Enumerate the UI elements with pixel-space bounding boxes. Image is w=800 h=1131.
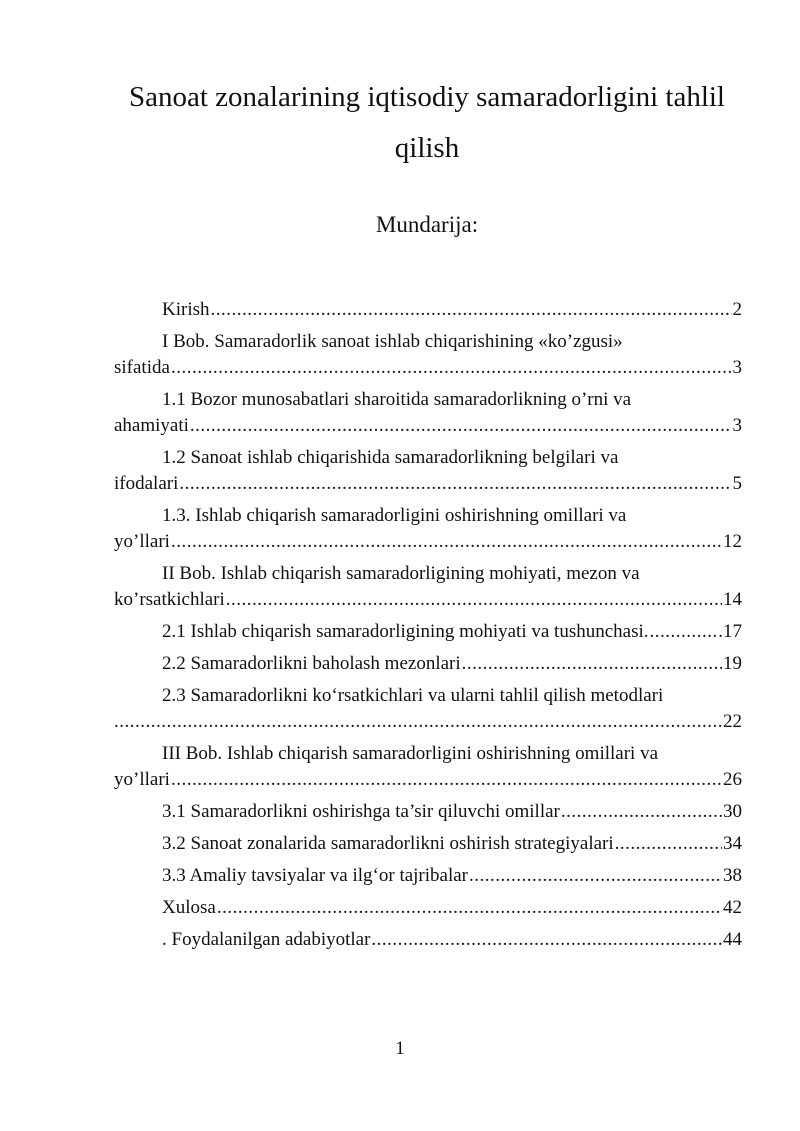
toc-entry-page: 3	[732, 415, 742, 436]
toc-entry-label-line1: 1.3. Ishlab chiqarish samaradorligini oshirishning omillari va	[162, 505, 627, 526]
toc-entry-label-line1: 2.3 Samaradorlikni ko‘rsatkichlari va ularni tahlil qilish metodlari	[162, 685, 664, 706]
toc-entry-page: 34	[723, 833, 742, 854]
toc-leader-dots	[650, 619, 718, 645]
toc-entry-page: 5	[732, 473, 742, 494]
toc-entry-section-1-2[interactable]	[114, 445, 742, 497]
toc-leader-dots	[462, 651, 722, 677]
toc-entry-section-3-2[interactable]	[114, 831, 742, 857]
toc-entry-label-line1: III Bob. Ishlab chiqarish samaradorligini oshirishning omillari va	[162, 743, 659, 764]
toc-leader-dots	[561, 799, 722, 825]
toc-entry-page: 2	[732, 299, 742, 320]
toc-entry-page: 14	[723, 589, 742, 610]
toc-entry-page: 38	[723, 865, 742, 886]
toc-entry-label-line1: II Bob. Ishlab chiqarish samaradorligining mohiyati, mezon va	[162, 563, 640, 584]
toc-entry-section-3-3[interactable]	[114, 863, 742, 889]
toc-entry-label: . Foydalanilgan adabiyotlar	[162, 929, 371, 950]
toc-leader-dots	[171, 355, 732, 381]
toc-entry-chapter-3[interactable]	[114, 741, 742, 793]
toc-entry-chapter-2[interactable]	[114, 561, 742, 613]
toc-entry-page: 19	[723, 653, 742, 674]
toc-leader-dots	[190, 413, 732, 439]
toc-entry-label-line2: ifodalari	[114, 473, 179, 494]
toc-entry-label-line1: 1.2 Sanoat ishlab chiqarishida samaradorlikning belgilari va	[162, 447, 619, 468]
toc-entry-section-1-1[interactable]	[114, 387, 742, 439]
toc-entry-page: 30	[723, 801, 742, 822]
toc-entry-section-2-1[interactable]	[114, 619, 742, 645]
toc-entry-page: 42	[723, 897, 742, 918]
toc-entry-section-2-3[interactable]	[114, 683, 742, 735]
table-of-contents	[114, 297, 742, 959]
toc-entry-label-line2: yo’llari	[114, 531, 170, 552]
page-number: 1	[395, 1038, 405, 1059]
toc-entry-label-line2: ahamiyati	[114, 415, 189, 436]
toc-entry-section-2-2[interactable]	[114, 651, 742, 677]
toc-heading: Mundarija:	[375, 212, 479, 237]
toc-leader-dots	[171, 767, 722, 793]
toc-entry-page: 22	[723, 711, 742, 732]
toc-leader-dots	[226, 587, 722, 613]
toc-entry-label: Kirish	[162, 299, 210, 320]
toc-entry-page: 3	[732, 357, 742, 378]
toc-entry-section-1-3[interactable]	[114, 503, 742, 555]
toc-leader-dots	[171, 529, 722, 555]
toc-entry-page: .17	[718, 621, 742, 642]
toc-leader-dots	[469, 863, 722, 889]
toc-leader-dots	[615, 831, 722, 857]
toc-entry-label-line2: yo’llari	[114, 769, 170, 790]
toc-entry-label: 3.3 Amaliy tavsiyalar va ilg‘or tajribalar	[162, 865, 469, 886]
toc-entry-bibliography[interactable]	[114, 927, 742, 953]
toc-leader-dots	[179, 471, 731, 497]
toc-leader-dots	[371, 927, 722, 953]
toc-leader-dots	[114, 709, 722, 735]
toc-entry-kirish[interactable]	[114, 297, 742, 323]
toc-entry-page: 44	[723, 929, 742, 950]
toc-entry-label-line2: ko’rsatkichlari	[114, 589, 225, 610]
toc-leader-dots	[217, 895, 722, 921]
toc-entry-xulosa[interactable]	[114, 895, 742, 921]
toc-entry-label: 3.1 Samaradorlikni oshirishga ta’sir qiluvchi omillar	[162, 801, 560, 822]
document-title: Sanoat zonalarining iqtisodiy samaradorligini tahlil qilish	[129, 81, 725, 164]
toc-entry-page: 12	[723, 531, 742, 552]
toc-entry-label: 2.1 Ishlab chiqarish samaradorligining mohiyati va tushunchasi.	[162, 621, 649, 642]
toc-entry-label: Xulosa	[162, 897, 216, 918]
toc-entry-label-line2: sifatida	[114, 357, 170, 378]
toc-entry-page: 26	[723, 769, 742, 790]
toc-entry-label: 3.2 Sanoat zonalarida samaradorlikni oshirish strategiyalari	[162, 833, 614, 854]
toc-entry-section-3-1[interactable]	[114, 799, 742, 825]
toc-leader-dots	[211, 297, 732, 323]
toc-entry-chapter-1[interactable]	[114, 329, 742, 381]
toc-entry-label-line1: 1.1 Bozor munosabatlari sharoitida samaradorlikning o’rni va	[162, 389, 632, 410]
toc-entry-label-line1: I Bob. Samaradorlik sanoat ishlab chiqarishining «ko’zgusi»	[162, 331, 623, 352]
toc-entry-label: 2.2 Samaradorlikni baholash mezonlari	[162, 653, 461, 674]
